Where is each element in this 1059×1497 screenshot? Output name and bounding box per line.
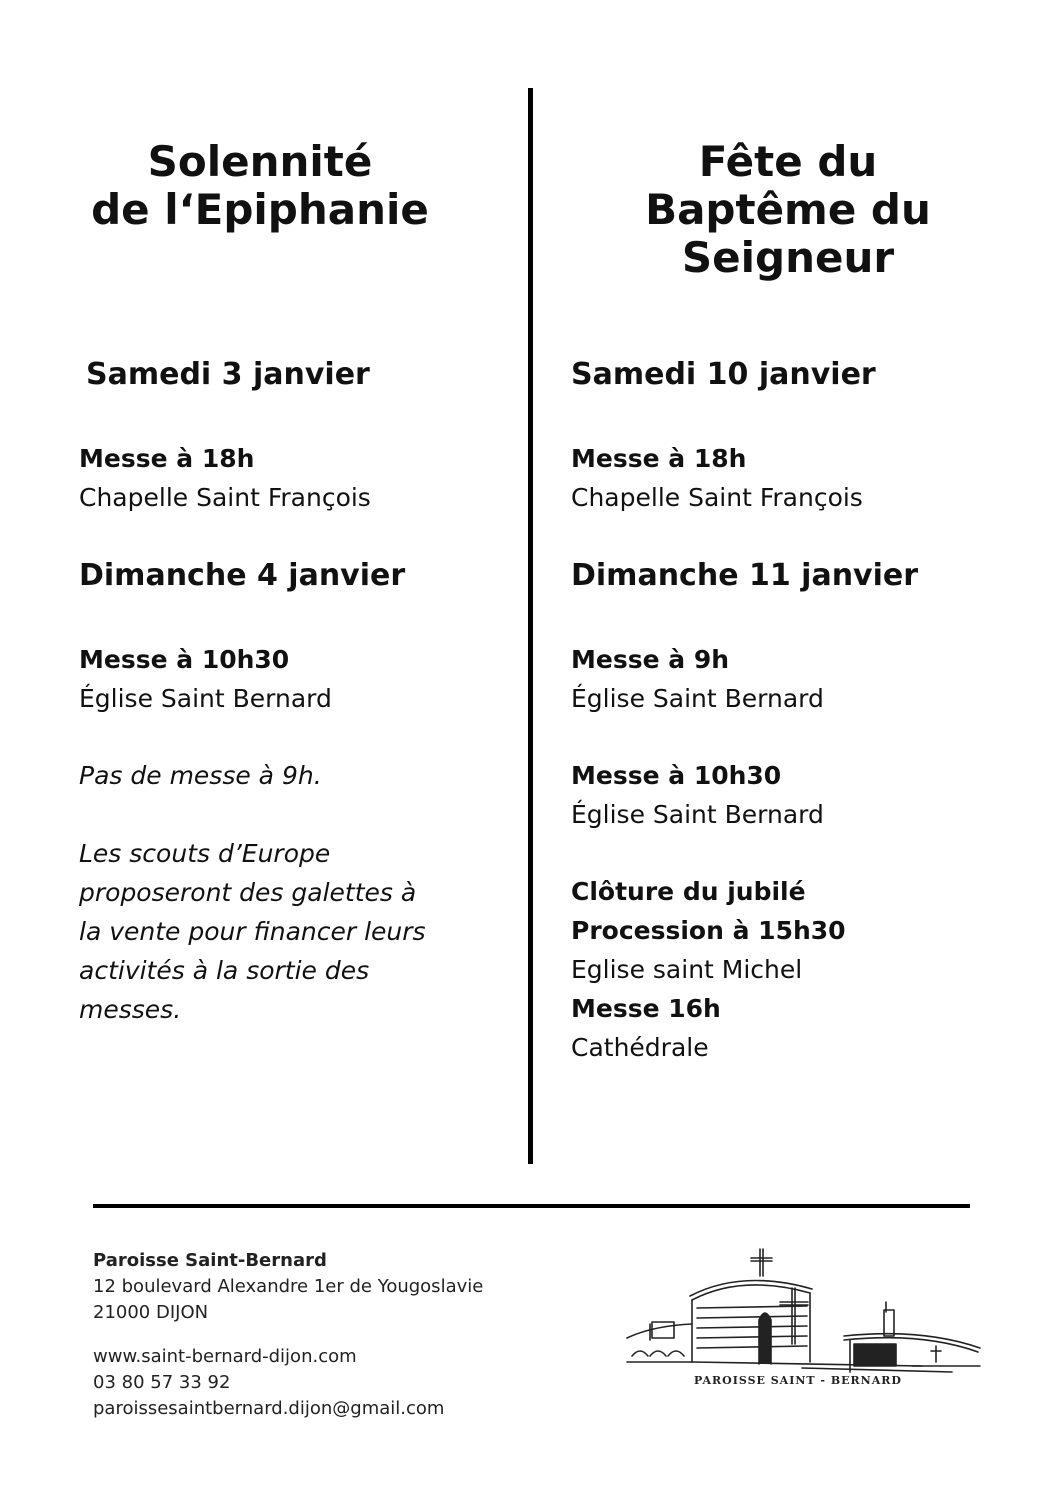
- right-jubilee-mass-place: Cathédrale: [571, 1033, 709, 1062]
- right-jubilee-title: Clôture du jubilé: [571, 877, 806, 906]
- left-title-line-1: Solennité: [147, 137, 373, 186]
- right-day2-heading: Dimanche 11 janvier: [571, 558, 919, 593]
- email-link[interactable]: paroissesaintbernard.dijon@gmail.com: [93, 1398, 445, 1419]
- left-note-scouts-line: la vente pour financer leurs: [79, 917, 426, 946]
- logo-caption: PAROISSE SAINT - BERNARD: [694, 1374, 902, 1387]
- left-note-scouts: [79, 834, 426, 1029]
- parish-logo: [622, 1244, 984, 1394]
- right-day1-heading: Samedi 10 janvier: [571, 357, 876, 392]
- right-day1-mass-time: Messe à 18h: [571, 444, 747, 473]
- left-column: [0, 0, 528, 1180]
- right-title-line-1: Fête du: [698, 137, 878, 186]
- right-title: [533, 138, 1043, 282]
- website-link[interactable]: www.saint-bernard-dijon.com: [93, 1346, 357, 1367]
- right-column: [533, 0, 1059, 1180]
- left-day1-mass-time: Messe à 18h: [79, 444, 255, 473]
- right-procession-time: Procession à 15h30: [571, 916, 846, 945]
- left-note-no-mass: Pas de messe à 9h.: [79, 761, 322, 790]
- church-drawing-icon: [622, 1244, 984, 1374]
- phone-number[interactable]: 03 80 57 33 92: [93, 1372, 231, 1393]
- right-jubilee-mass-time: Messe 16h: [571, 994, 721, 1023]
- footer-divider: [93, 1204, 970, 1208]
- left-day1-heading: Samedi 3 janvier: [86, 357, 370, 392]
- right-day2-mass1-place: Église Saint Bernard: [571, 684, 824, 713]
- left-note-scouts-line: Les scouts d’Europe: [79, 839, 331, 868]
- right-procession-place: Eglise saint Michel: [571, 955, 803, 984]
- address-line-1: 12 boulevard Alexandre 1er de Yougoslavie: [93, 1276, 484, 1297]
- left-day1-mass-place: Chapelle Saint François: [79, 483, 371, 512]
- parish-name: Paroisse Saint-Bernard: [93, 1250, 327, 1271]
- left-note-scouts-line: proposeront des galettes à: [79, 878, 417, 907]
- left-title: [0, 138, 520, 234]
- right-day2-mass2-time: Messe à 10h30: [571, 761, 782, 790]
- right-title-line-2: Baptême du: [645, 185, 931, 234]
- right-day2-mass1-time: Messe à 9h: [571, 645, 730, 674]
- address-line-2: 21000 DIJON: [93, 1302, 209, 1323]
- footer-contact: [93, 1248, 483, 1422]
- left-day2-mass-place: Église Saint Bernard: [79, 684, 332, 713]
- left-day2-heading: Dimanche 4 janvier: [79, 558, 406, 593]
- left-day2-mass-time: Messe à 10h30: [79, 645, 290, 674]
- left-note-scouts-line: messes.: [79, 995, 182, 1024]
- left-note-scouts-line: activités à la sortie des: [79, 956, 370, 985]
- left-title-line-2: de l‘Epiphanie: [91, 185, 429, 234]
- right-title-line-3: Seigneur: [681, 233, 895, 282]
- right-day1-mass-place: Chapelle Saint François: [571, 483, 863, 512]
- right-day2-mass2-place: Église Saint Bernard: [571, 800, 824, 829]
